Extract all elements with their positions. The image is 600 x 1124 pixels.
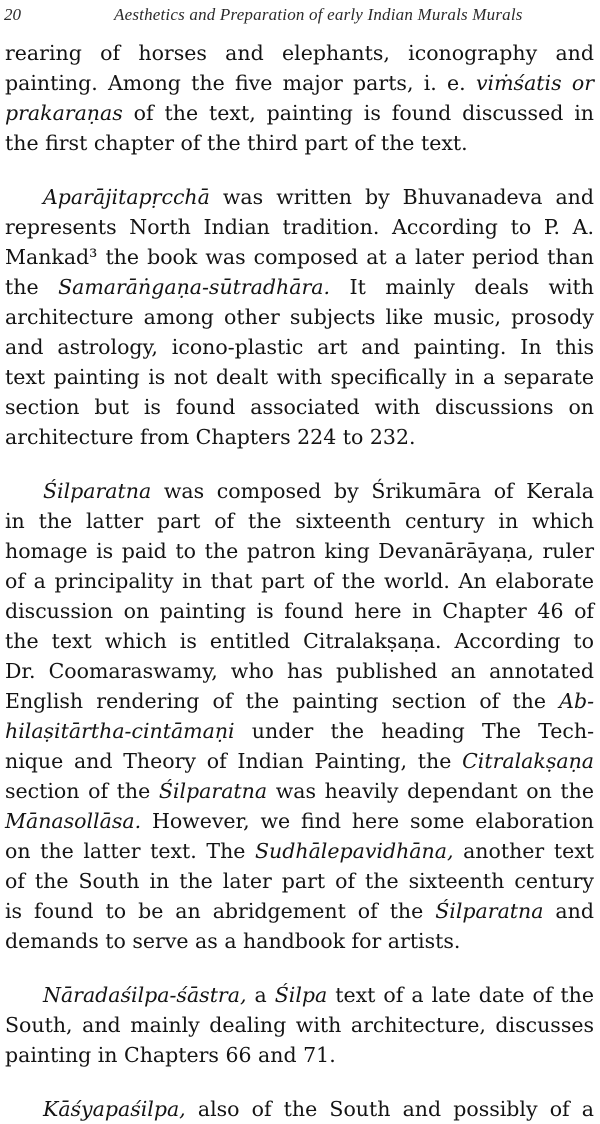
text-run: the first chapter of the third part of the text. [5,131,468,155]
running-header [4,4,584,30]
text-run: painting in Chapters 66 and 71. [5,1043,336,1067]
page-number: 20 [4,5,21,24]
text-run: represents North Indian tradition. According to P. A. [5,215,594,239]
text-line [5,536,594,566]
text-line [5,422,594,452]
text-line [5,806,594,836]
body-text [5,38,594,1124]
text-run: was heavily dependant on the [267,779,594,803]
text-run: of the text, painting is found discussed in [122,101,594,125]
text-line [5,332,594,362]
text-run: English rendering of the painting section of the [5,689,560,713]
text-line [5,566,594,596]
text-line [5,596,594,626]
text-line [5,68,594,98]
text-run: also of the South and possibly of a [185,1097,594,1121]
text-line [5,476,594,506]
text-run: section but is found associated with discussions on [5,395,594,419]
italic-term: Citralakṣaṇa [462,749,594,773]
text-line [5,926,594,956]
paragraph [5,980,594,1070]
text-line [5,716,594,746]
paragraph [5,1094,594,1124]
italic-term: Kāśyapaśilpa, [43,1097,186,1121]
paragraph-gap [5,1070,594,1094]
italic-term: Śilparatna [435,899,544,923]
text-run: Mankad³ the book was composed at a later period than [5,245,594,269]
text-line [5,626,594,656]
text-line [5,686,594,716]
text-run: South, and mainly dealing with architecture, discusses [5,1013,594,1037]
text-run: rearing of horses and elephants, iconography and [5,41,594,65]
text-line [5,1094,594,1124]
paragraph [5,476,594,956]
text-line [5,38,594,68]
text-run: architecture among other subjects like music, prosody [5,305,594,329]
italic-term: Samarāṅgaṇa-sūtradhāra. [58,275,330,299]
italic-term: Śilpa [274,983,328,1007]
text-line [5,182,594,212]
text-run: painting. Among the five major parts, i. e. [5,71,476,95]
text-run: discussion on painting is found here in Chapter 46 of [5,599,594,623]
text-line [5,302,594,332]
running-title: Aesthetics and Preparation of early Indian Murals Murals [114,5,523,24]
text-run: of the South in the later part of the sixteenth century [5,869,594,893]
text-run: the [5,275,59,299]
text-line [5,866,594,896]
text-run: text painting is not dealt with specifically in a separate [5,365,594,389]
text-line [5,128,594,158]
text-run: is found to be an abridgement of the [5,899,436,923]
text-run: in the latter part of the sixteenth century in which [5,509,594,533]
text-line [5,836,594,866]
text-run: It mainly deals with [330,275,594,299]
text-run: under the heading The Tech- [234,719,594,743]
text-run: the text which is entitled Citralakṣaṇa. According to [5,629,594,653]
text-run: was composed by Śrikumāra of Kerala [151,479,594,503]
text-line [5,212,594,242]
text-line [5,896,594,926]
text-run: was written by Bhuvanadeva and [209,185,594,209]
text-line [5,656,594,686]
text-line [5,506,594,536]
text-line [5,776,594,806]
text-run: of a principality in that part of the world. An elaborate [5,569,594,593]
italic-term: Mānasollāsa. [5,809,142,833]
italic-term: Śilparatna [158,779,268,803]
text-line [5,1010,594,1040]
text-run: a [246,983,275,1007]
text-line [5,980,594,1010]
italic-term: Nāradaśilpa-śāstra, [43,983,247,1007]
italic-term: prakaraṇas [5,101,123,125]
text-run: on the latter text. The [5,839,256,863]
text-run: and astrology, icono-plastic art and painting. In this [5,335,594,359]
paragraph-gap [5,158,594,182]
text-run: demands to serve as a handbook for artists. [5,929,461,953]
italic-term: viṁśatis or [475,71,594,95]
text-run: homage is paid to the patron king Devanārāyaṇa, ruler [5,539,594,563]
text-run: architecture from Chapters 224 to 232. [5,425,416,449]
text-run: Dr. Coomaraswamy, who has published an annotated [5,659,594,683]
text-line [5,242,594,272]
italic-term: Aparājitapṛcchā [43,185,210,209]
italic-term: Śilparatna [43,479,152,503]
italic-term: hilaṣitārtha-cintāmaṇi [5,719,235,743]
text-run: and [543,899,594,923]
text-run: section of the [5,779,159,803]
text-line [5,272,594,302]
text-line [5,392,594,422]
paragraph-gap [5,956,594,980]
paragraph [5,38,594,158]
text-run: nique and Theory of Indian Painting, the [5,749,463,773]
text-run: However, we find here some elaboration [141,809,594,833]
paragraph [5,182,594,452]
italic-term: Sudhālepavidhāna, [255,839,454,863]
text-line [5,746,594,776]
paragraph-gap [5,452,594,476]
text-line [5,98,594,128]
text-run: another text [453,839,594,863]
text-line [5,362,594,392]
text-line [5,1040,594,1070]
italic-term: Ab- [559,689,594,713]
text-run: text of a late date of the [327,983,594,1007]
